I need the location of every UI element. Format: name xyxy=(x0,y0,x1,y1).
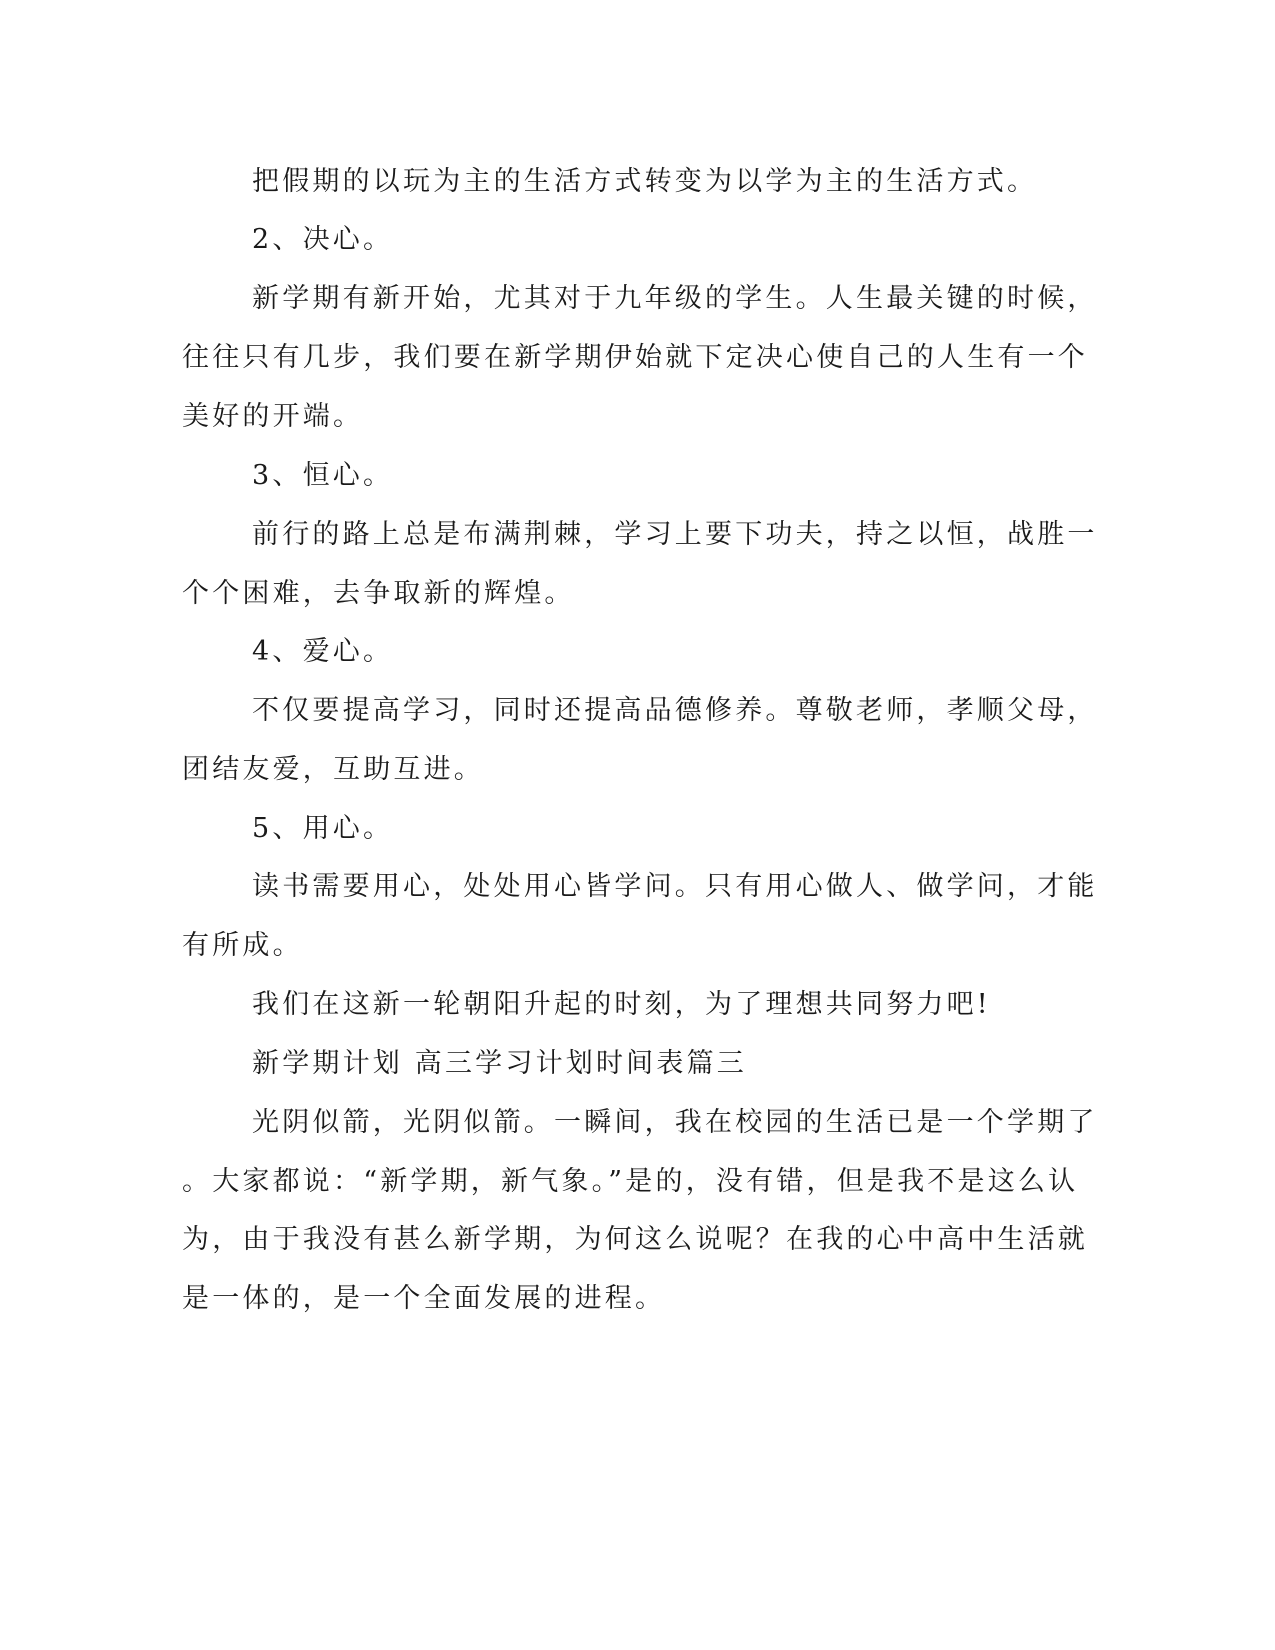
paragraph-line: 有所成。 xyxy=(182,930,303,961)
paragraph-line: 读书需要用心，处处用心皆学问。只有用心做人、做学问，才能 xyxy=(252,871,1098,902)
paragraph-line: 美好的开端。 xyxy=(182,401,364,432)
paragraph-line: 光阴似箭，光阴似箭。一瞬间，我在校园的生活已是一个学期了 xyxy=(252,1107,1098,1138)
article-title: 新学期计划 高三学习计划时间表篇三 xyxy=(252,1048,747,1079)
paragraph-line: 。大家都说：“新学期，新气象。”是的，没有错，但是我不是这么认 xyxy=(182,1166,1079,1197)
section-heading: 2、决心。 xyxy=(252,224,394,255)
paragraph-line: 是一体的，是一个全面发展的进程。 xyxy=(182,1283,666,1314)
paragraph-line: 不仅要提高学习，同时还提高品德修养。尊敬老师，孝顺父母， xyxy=(252,695,1098,726)
section-heading: 3、恒心。 xyxy=(252,460,394,491)
paragraph-line: 往往只有几步，我们要在新学期伊始就下定决心使自己的人生有一个 xyxy=(182,342,1088,373)
paragraph-line: 我们在这新一轮朝阳升起的时刻，为了理想共同努力吧! xyxy=(252,989,991,1020)
paragraph-line: 个个困难，去争取新的辉煌。 xyxy=(182,578,575,609)
section-heading: 5、用心。 xyxy=(252,813,394,844)
section-heading: 4、爱心。 xyxy=(252,636,394,667)
paragraph-line: 把假期的以玩为主的生活方式转变为以学为主的生活方式。 xyxy=(252,166,1038,197)
paragraph-line: 新学期有新开始，尤其对于九年级的学生。人生最关键的时候， xyxy=(252,283,1098,314)
paragraph-line: 前行的路上总是布满荆棘，学习上要下功夫，持之以恒，战胜一 xyxy=(252,519,1098,550)
paragraph-line: 为，由于我没有甚么新学期，为何这么说呢？在我的心中高中生活就 xyxy=(182,1224,1088,1255)
paragraph-line: 团结友爱，互助互进。 xyxy=(182,754,484,785)
